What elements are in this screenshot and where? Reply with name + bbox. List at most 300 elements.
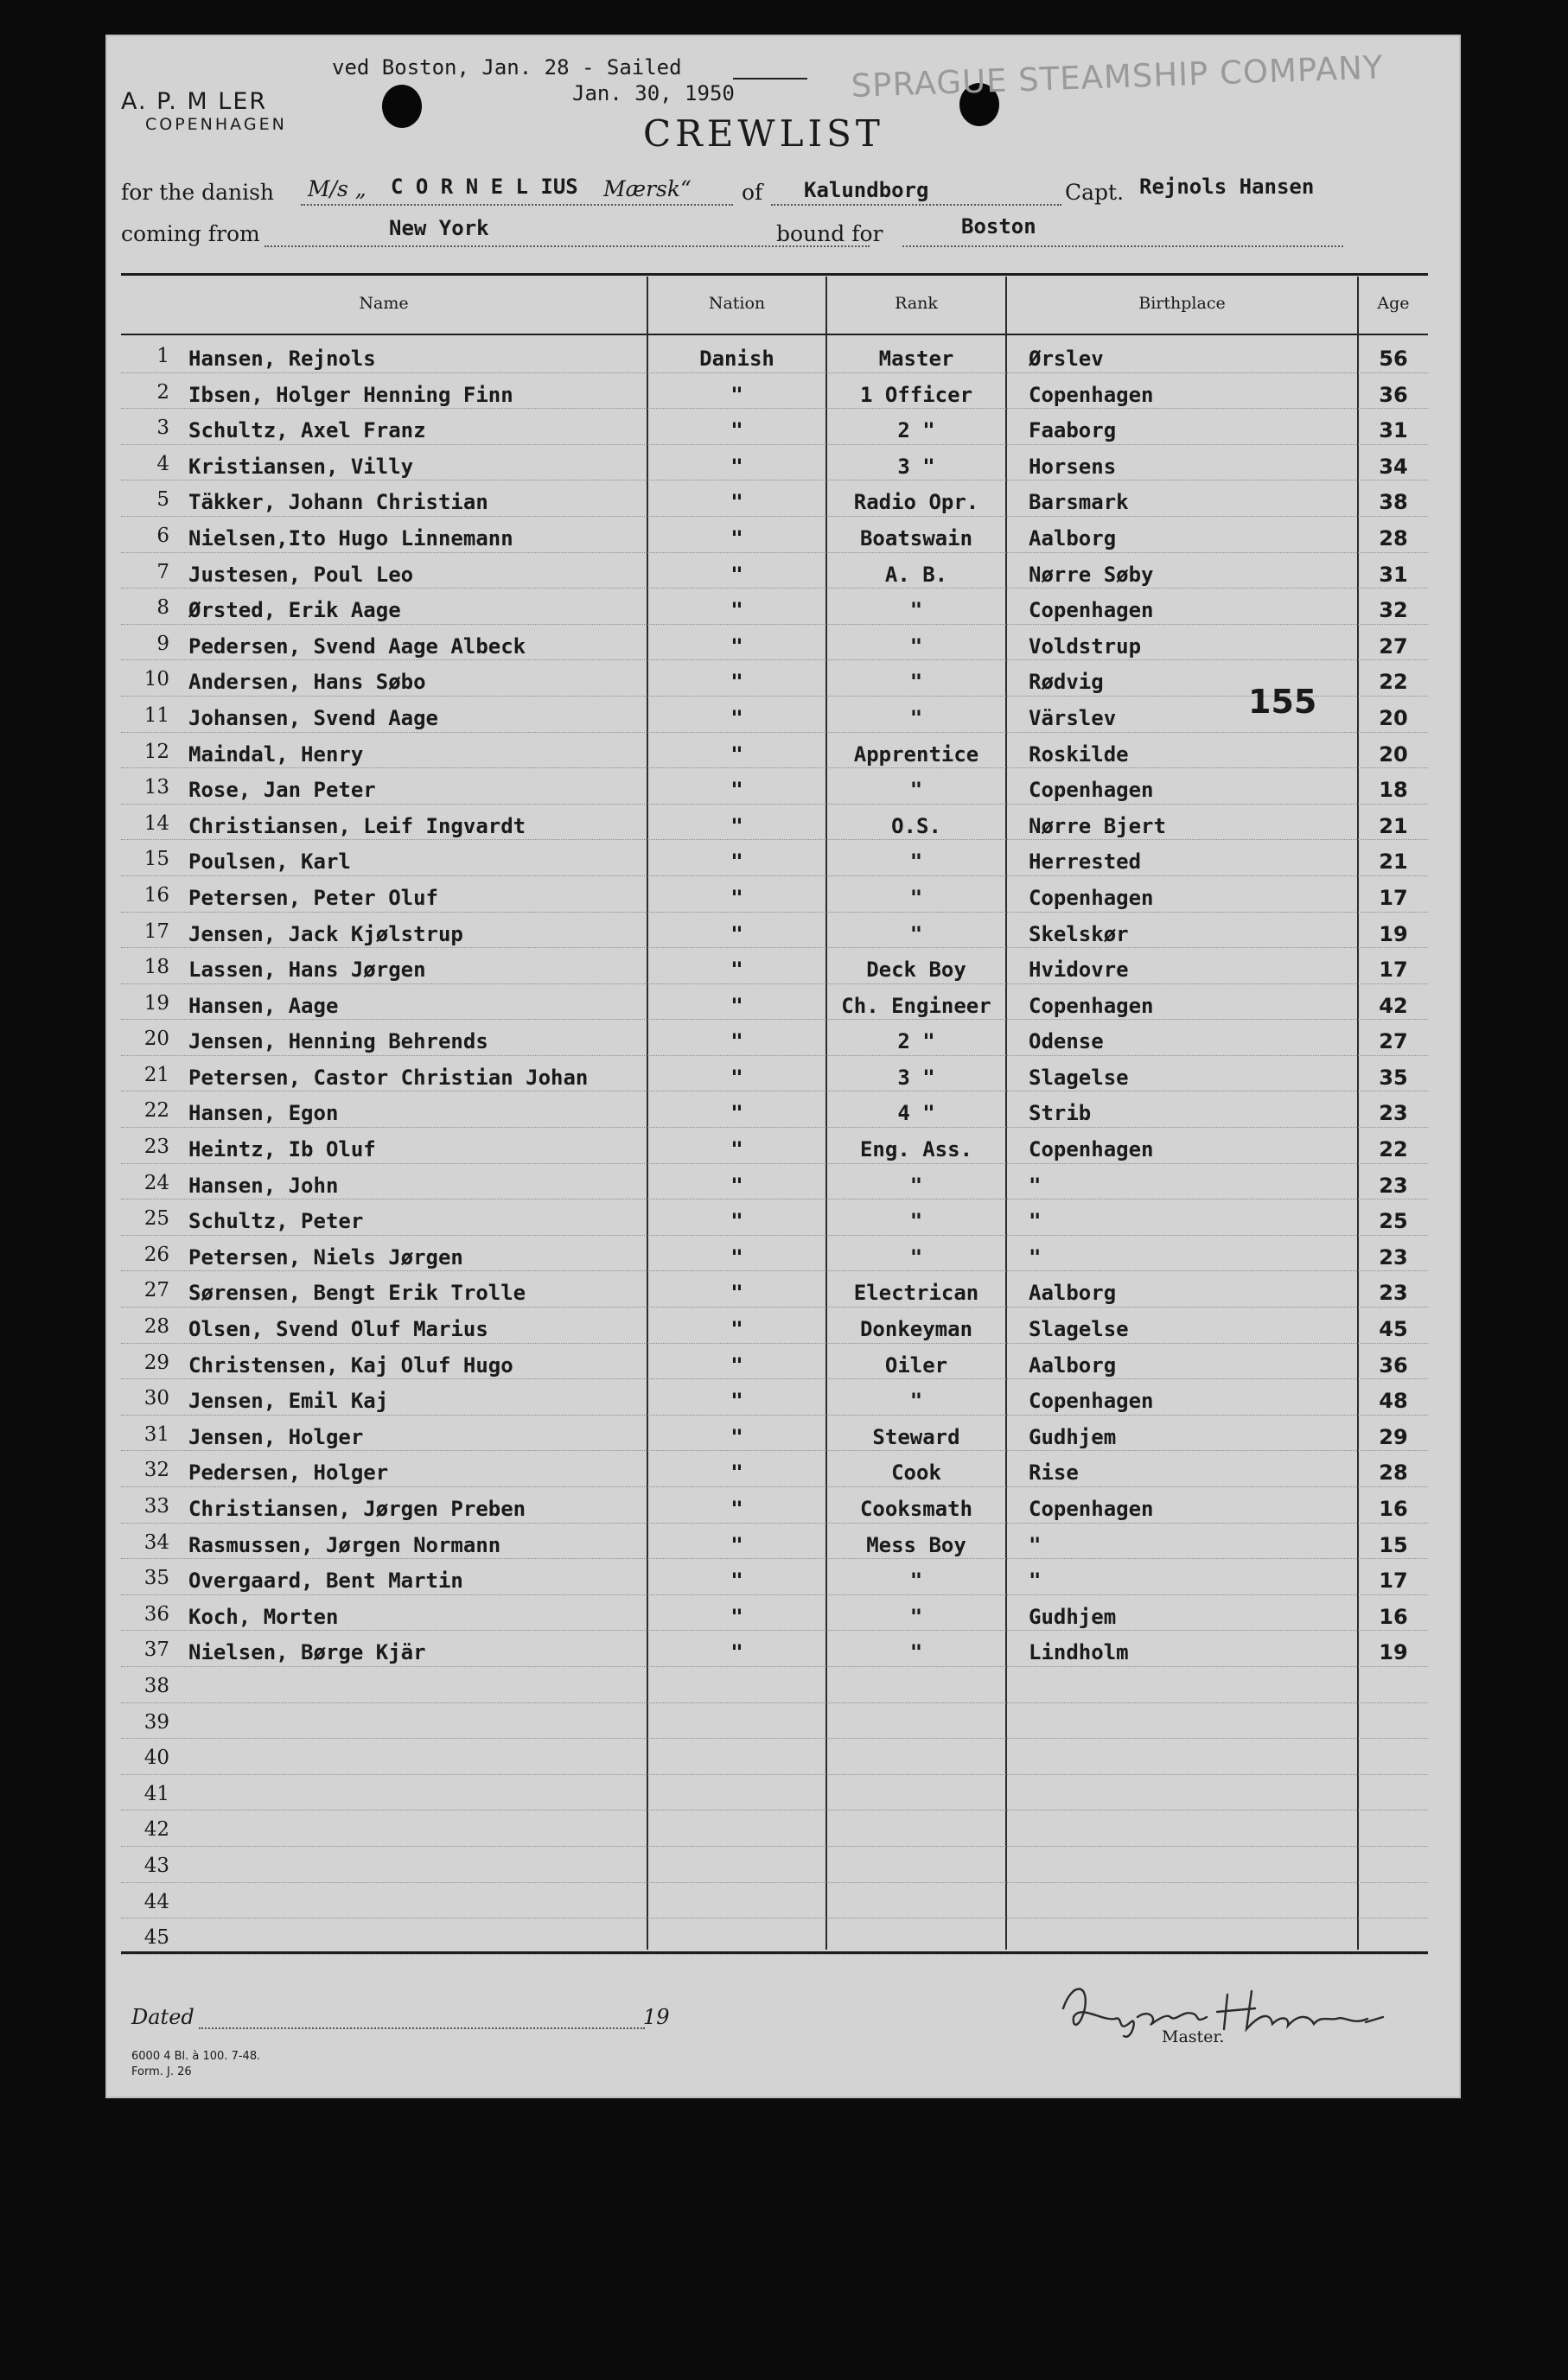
row-number: 33 <box>143 1495 169 1518</box>
from-value: New York <box>389 216 489 240</box>
crew-name: Hansen, Rejnols <box>188 347 376 371</box>
crew-nation: " <box>730 705 743 730</box>
crew-name: Christiansen, Jørgen Preben <box>188 1497 526 1521</box>
crew-name: Christensen, Kaj Oluf Hugo <box>188 1352 513 1378</box>
row-number: 27 <box>143 1279 169 1302</box>
crew-birthplace: Slagelse <box>1029 1065 1129 1090</box>
row-number: 14 <box>143 811 169 835</box>
table-row <box>121 445 1428 481</box>
crew-name: Olsen, Svend Oluf Marius <box>188 1317 488 1342</box>
crew-birthplace: Ørslev <box>1029 347 1104 371</box>
crew-name: Rose, Jan Peter <box>188 778 376 803</box>
crew-name: Petersen, Castor Christian Johan <box>188 1065 589 1090</box>
row-number: 29 <box>143 1351 169 1374</box>
crew-name: Rasmussen, Jørgen Normann <box>188 1532 501 1557</box>
row-number: 2 <box>156 380 169 404</box>
crew-age: 16 <box>1379 1497 1408 1521</box>
crew-nation: Danish <box>699 347 774 371</box>
crew-name: Nielsen, Børge Kjär <box>188 1640 426 1665</box>
master-label: Master. <box>1162 2027 1225 2046</box>
crew-birthplace: Copenhagen <box>1029 778 1154 803</box>
table-row <box>121 1631 1428 1667</box>
table-row <box>121 913 1428 949</box>
crew-birthplace: Nørre Bjert <box>1029 813 1166 838</box>
crew-rank: " <box>909 670 923 695</box>
row-number: 28 <box>143 1315 169 1339</box>
crew-rank: 2 " <box>897 1029 935 1054</box>
row-number: 6 <box>156 524 169 547</box>
master-signature <box>1055 1974 1400 2043</box>
bound-value: Boston <box>961 214 1036 239</box>
crew-nation: " <box>730 1209 743 1234</box>
company-city: COPENHAGEN <box>145 115 287 134</box>
arrival-line: ved Boston, Jan. 28 - Sailed <box>332 55 682 80</box>
crew-nation: " <box>730 1352 743 1378</box>
crew-age: 48 <box>1379 1389 1408 1414</box>
crew-rank: " <box>909 778 923 803</box>
row-number: 21 <box>143 1063 169 1086</box>
capt-value: Rejnols Hansen <box>1139 175 1315 199</box>
row-number: 20 <box>143 1028 169 1051</box>
crew-count-stamp: 155 <box>1248 683 1317 721</box>
table-row <box>121 1883 1428 1919</box>
crew-rank: Radio Opr. <box>853 490 979 515</box>
crew-name: Hansen, John <box>188 1173 339 1198</box>
crew-birthplace: Rødvig <box>1029 670 1104 695</box>
table-row <box>121 1559 1428 1595</box>
bound-dotline <box>902 245 1343 247</box>
crew-name: Heintz, Ib Oluf <box>188 1137 376 1162</box>
crew-age: 29 <box>1379 1424 1408 1449</box>
vessel-prefix: M/s „ <box>308 176 367 201</box>
crew-birthplace: Rise <box>1029 1460 1079 1486</box>
crew-rank: " <box>909 1604 923 1629</box>
crew-birthplace: Copenhagen <box>1029 993 1154 1018</box>
crew-age: 38 <box>1379 490 1408 515</box>
table-row <box>121 1271 1428 1308</box>
table-row <box>121 337 1428 373</box>
table-row <box>121 660 1428 697</box>
crew-nation: " <box>730 813 743 838</box>
crew-name: Jensen, Jack Kjølstrup <box>188 921 463 946</box>
crew-birthplace: Copenhagen <box>1029 1497 1154 1521</box>
crew-name: Hansen, Aage <box>188 993 339 1018</box>
crew-name: Nielsen,Ito Hugo Linnemann <box>188 525 513 550</box>
table-row <box>121 1703 1428 1740</box>
table-row <box>121 1451 1428 1487</box>
crew-birthplace: Odense <box>1029 1029 1104 1054</box>
crew-name: Christiansen, Leif Ingvardt <box>188 813 526 838</box>
row-number: 39 <box>143 1710 169 1734</box>
crew-rank: " <box>909 598 923 623</box>
crew-age: 28 <box>1379 525 1408 550</box>
sailed-date: Jan. 30, 1950 <box>572 81 735 105</box>
crew-rank: 3 " <box>897 454 935 479</box>
table-row <box>121 697 1428 733</box>
crew-rank: O.S. <box>891 813 941 838</box>
crew-name: Koch, Morten <box>188 1604 339 1629</box>
table-row <box>121 625 1428 661</box>
row-number: 1 <box>156 345 169 367</box>
crew-nation: " <box>730 921 743 946</box>
table-row <box>121 1020 1428 1056</box>
print-code-1: 6000 4 Bl. à 100. 7-48. <box>131 2050 261 2063</box>
table-row <box>121 805 1428 841</box>
col-head-age: Age <box>1377 294 1410 313</box>
crew-rank: 4 " <box>897 1101 935 1126</box>
crew-birthplace: Copenhagen <box>1029 1137 1154 1162</box>
crew-age: 20 <box>1379 741 1408 767</box>
row-number: 22 <box>143 1099 169 1123</box>
crew-age: 35 <box>1379 1065 1408 1090</box>
capt-label: Capt. <box>1065 180 1125 205</box>
table-row <box>121 589 1428 625</box>
crew-birthplace: Nørre Søby <box>1029 562 1154 587</box>
crew-birthplace: Roskilde <box>1029 741 1129 767</box>
crew-nation: " <box>730 1424 743 1449</box>
table-row <box>121 480 1428 517</box>
crew-birthplace: Voldstrup <box>1029 633 1142 659</box>
row-number: 12 <box>143 740 169 763</box>
crew-age: 45 <box>1379 1317 1408 1342</box>
crew-rank: Ch. Engineer <box>841 993 991 1018</box>
row-number: 23 <box>143 1136 169 1159</box>
crew-rank: Donkeyman <box>859 1317 973 1342</box>
crew-name: Sørensen, Bengt Erik Trolle <box>188 1281 526 1306</box>
row-number: 36 <box>143 1602 169 1626</box>
crew-age: 23 <box>1379 1281 1408 1306</box>
crew-nation: " <box>730 1532 743 1557</box>
crew-birthplace: Herrested <box>1029 850 1142 875</box>
crew-name: Jensen, Holger <box>188 1424 364 1449</box>
table-row <box>121 1416 1428 1452</box>
row-number: 31 <box>143 1422 169 1446</box>
crew-birthplace: Copenhagen <box>1029 382 1154 407</box>
table-row <box>121 768 1428 805</box>
table-row <box>121 373 1428 410</box>
crew-nation: " <box>730 598 743 623</box>
table-row <box>121 840 1428 876</box>
crew-birthplace: " <box>1029 1173 1042 1198</box>
crew-nation: " <box>730 454 743 479</box>
crew-age: 16 <box>1379 1604 1408 1629</box>
crew-name: Jensen, Henning Behrends <box>188 1029 488 1054</box>
crewlist-document <box>105 35 1461 2098</box>
crew-age: 22 <box>1379 670 1408 695</box>
row-number: 17 <box>143 920 169 943</box>
crew-nation: " <box>730 1065 743 1090</box>
crew-name: Täkker, Johann Christian <box>188 490 488 515</box>
of-label: of <box>742 180 763 205</box>
crew-birthplace: Slagelse <box>1029 1317 1129 1342</box>
crew-age: 23 <box>1379 1101 1408 1126</box>
table-row <box>121 1524 1428 1560</box>
crew-nation: " <box>730 562 743 587</box>
row-number: 11 <box>143 703 169 727</box>
crew-name: Overgaard, Bent Martin <box>188 1569 463 1594</box>
crew-birthplace: Copenhagen <box>1029 885 1154 910</box>
sailed-underline <box>733 78 807 80</box>
crew-age: 56 <box>1379 347 1408 371</box>
table-row <box>121 1236 1428 1272</box>
crew-age: 34 <box>1379 454 1408 479</box>
crew-nation: " <box>730 741 743 767</box>
crew-nation: " <box>730 993 743 1018</box>
crew-rank: 3 " <box>897 1065 935 1090</box>
crew-birthplace: Barsmark <box>1029 490 1129 515</box>
col-head-rank: Rank <box>895 294 938 313</box>
crew-age: 31 <box>1379 418 1408 443</box>
row-number: 42 <box>143 1818 169 1842</box>
crew-rank: Electrican <box>853 1281 979 1306</box>
crew-birthplace: Lindholm <box>1029 1640 1129 1665</box>
crew-age: 27 <box>1379 633 1408 659</box>
table-row <box>121 733 1428 769</box>
crew-name: Pedersen, Holger <box>188 1460 389 1486</box>
table-row <box>121 1847 1428 1883</box>
table-row <box>121 517 1428 553</box>
crew-nation: " <box>730 885 743 910</box>
crew-age: 31 <box>1379 562 1408 587</box>
crew-birthplace: Horsens <box>1029 454 1117 479</box>
crew-nation: " <box>730 1640 743 1665</box>
crew-name: Schultz, Peter <box>188 1209 364 1234</box>
crew-age: 19 <box>1379 1640 1408 1665</box>
crew-rank: " <box>909 633 923 659</box>
crew-nation: " <box>730 850 743 875</box>
crew-age: 17 <box>1379 885 1408 910</box>
crew-nation: " <box>730 633 743 659</box>
vessel-name: C O R N E L IUS <box>391 175 578 199</box>
crew-nation: " <box>730 778 743 803</box>
crew-name: Petersen, Niels Jørgen <box>188 1244 463 1270</box>
crew-rank: Boatswain <box>859 525 973 550</box>
crew-nation: " <box>730 1101 743 1126</box>
table-row <box>121 1056 1428 1092</box>
table-row <box>121 1344 1428 1380</box>
page-title: CREWLIST <box>643 112 884 155</box>
table-row <box>121 1919 1428 1955</box>
row-number: 5 <box>156 488 169 512</box>
crew-birthplace: Gudhjem <box>1029 1424 1117 1449</box>
row-number: 26 <box>143 1243 169 1266</box>
row-number: 32 <box>143 1459 169 1482</box>
table-row <box>121 1810 1428 1847</box>
row-number: 44 <box>143 1890 169 1913</box>
crew-age: 18 <box>1379 778 1408 803</box>
crew-name: Ibsen, Holger Henning Finn <box>188 382 513 407</box>
crew-name: Petersen, Peter Oluf <box>188 885 438 910</box>
crew-name: Ørsted, Erik Aage <box>188 598 401 623</box>
row-number: 45 <box>143 1926 169 1950</box>
company-stamp: SPRAGUE STEAMSHIP COMPANY <box>851 48 1385 105</box>
table-row <box>121 1200 1428 1236</box>
crew-nation: " <box>730 1317 743 1342</box>
crew-birthplace: " <box>1029 1244 1042 1270</box>
crew-rank: " <box>909 1569 923 1594</box>
crew-rank: Oiler <box>884 1352 948 1378</box>
crew-nation: " <box>730 490 743 515</box>
table-row <box>121 553 1428 589</box>
crew-nation: " <box>730 1569 743 1594</box>
crew-name: Schultz, Axel Franz <box>188 418 426 443</box>
crew-birthplace: Värslev <box>1029 705 1117 730</box>
crew-name: Andersen, Hans Søbo <box>188 670 426 695</box>
row-number: 18 <box>143 956 169 979</box>
row-number: 38 <box>143 1674 169 1697</box>
crew-birthplace: Faaborg <box>1029 418 1117 443</box>
row-number: 15 <box>143 848 169 871</box>
crew-age: 23 <box>1379 1173 1408 1198</box>
crew-age: 22 <box>1379 1137 1408 1162</box>
crew-nation: " <box>730 958 743 983</box>
table-row <box>121 1164 1428 1200</box>
crew-birthplace: " <box>1029 1569 1042 1594</box>
from-label: coming from <box>121 221 260 246</box>
col-head-name: Name <box>359 294 409 313</box>
crew-birthplace: Aalborg <box>1029 1281 1117 1306</box>
for-label: for the danish <box>121 180 275 205</box>
crew-rank: " <box>909 885 923 910</box>
row-number: 7 <box>156 560 169 583</box>
company-name: A. P. M LER <box>121 88 268 115</box>
table-top-rule <box>121 273 1428 276</box>
col-head-nation: Nation <box>708 294 766 313</box>
of-dotline <box>771 204 1061 206</box>
table-row <box>121 409 1428 445</box>
crew-rank: Master <box>878 347 954 371</box>
crew-age: 15 <box>1379 1532 1408 1557</box>
vessel-dotline <box>301 204 733 206</box>
col-head-birthplace: Birthplace <box>1138 294 1226 313</box>
crew-nation: " <box>730 382 743 407</box>
crew-nation: " <box>730 1460 743 1486</box>
crew-rank: " <box>909 1173 923 1198</box>
table-row <box>121 1775 1428 1811</box>
row-number: 16 <box>143 883 169 907</box>
crew-age: 21 <box>1379 850 1408 875</box>
table-row <box>121 1379 1428 1416</box>
crew-rank: Cooksmath <box>859 1497 973 1521</box>
row-number: 9 <box>156 632 169 655</box>
bound-label: bound for <box>776 221 883 246</box>
table-row <box>121 948 1428 984</box>
crew-name: Hansen, Egon <box>188 1101 339 1126</box>
table-row <box>121 984 1428 1021</box>
table-row <box>121 1739 1428 1775</box>
crew-birthplace: Strib <box>1029 1101 1092 1126</box>
crew-rank: A. B. <box>884 562 948 587</box>
crew-nation: " <box>730 525 743 550</box>
row-number: 40 <box>143 1747 169 1770</box>
crew-nation: " <box>730 670 743 695</box>
crew-rank: " <box>909 1640 923 1665</box>
crew-name: Jensen, Emil Kaj <box>188 1389 389 1414</box>
crew-name: Maindal, Henry <box>188 741 364 767</box>
crew-rank: " <box>909 1209 923 1234</box>
crew-birthplace: Hvidovre <box>1029 958 1129 983</box>
row-number: 19 <box>143 991 169 1015</box>
crew-age: 17 <box>1379 1569 1408 1594</box>
vessel-suffix: Mærsk“ <box>603 176 692 201</box>
crew-rank: 2 " <box>897 418 935 443</box>
crew-table <box>121 337 1428 1955</box>
row-number: 37 <box>143 1639 169 1662</box>
crew-name: Lassen, Hans Jørgen <box>188 958 426 983</box>
table-row <box>121 1667 1428 1703</box>
crew-nation: " <box>730 1497 743 1521</box>
row-number: 13 <box>143 776 169 799</box>
crew-birthplace: Skelskør <box>1029 921 1129 946</box>
table-row <box>121 1128 1428 1164</box>
crew-nation: " <box>730 1173 743 1198</box>
row-number: 24 <box>143 1171 169 1194</box>
crew-rank: " <box>909 1244 923 1270</box>
crew-rank: " <box>909 921 923 946</box>
table-row <box>121 1091 1428 1128</box>
crew-rank: " <box>909 705 923 730</box>
crew-nation: " <box>730 1281 743 1306</box>
crew-birthplace: Copenhagen <box>1029 1389 1154 1414</box>
crew-nation: " <box>730 1029 743 1054</box>
crew-name: Kristiansen, Villy <box>188 454 414 479</box>
dated-dotline <box>199 2027 645 2029</box>
crew-birthplace: Aalborg <box>1029 525 1117 550</box>
crew-birthplace: Copenhagen <box>1029 598 1154 623</box>
table-row <box>121 876 1428 913</box>
crew-rank: Cook <box>891 1460 941 1486</box>
crew-age: 25 <box>1379 1209 1408 1234</box>
crew-age: 42 <box>1379 993 1408 1018</box>
header-bottom-rule <box>121 334 1428 335</box>
row-number: 25 <box>143 1207 169 1231</box>
crew-name: Johansen, Svend Aage <box>188 705 438 730</box>
crew-name: Poulsen, Karl <box>188 850 351 875</box>
crew-age: 20 <box>1379 705 1408 730</box>
crew-age: 27 <box>1379 1029 1408 1054</box>
crew-nation: " <box>730 1389 743 1414</box>
crew-rank: Apprentice <box>853 741 979 767</box>
crew-birthplace: Aalborg <box>1029 1352 1117 1378</box>
crew-rank: Mess Boy <box>866 1532 966 1557</box>
row-number: 4 <box>156 452 169 475</box>
crew-age: 21 <box>1379 813 1408 838</box>
crew-rank: 1 Officer <box>859 382 973 407</box>
crew-rank: " <box>909 850 923 875</box>
row-number: 34 <box>143 1530 169 1554</box>
crew-name: Justesen, Poul Leo <box>188 562 414 587</box>
row-number: 41 <box>143 1782 169 1805</box>
crew-birthplace: " <box>1029 1209 1042 1234</box>
crew-birthplace: " <box>1029 1532 1042 1557</box>
row-number: 43 <box>143 1854 169 1877</box>
row-number: 35 <box>143 1567 169 1590</box>
year-label: 19 <box>643 2005 670 2029</box>
dated-label: Dated <box>131 2005 194 2029</box>
crew-nation: " <box>730 1137 743 1162</box>
table-row <box>121 1487 1428 1524</box>
crew-nation: " <box>730 1244 743 1270</box>
crew-age: 36 <box>1379 1352 1408 1378</box>
of-value: Kalundborg <box>804 178 929 202</box>
row-number: 3 <box>156 417 169 440</box>
punch-hole-left <box>382 85 422 128</box>
crew-rank: Deck Boy <box>866 958 966 983</box>
crew-age: 23 <box>1379 1244 1408 1270</box>
crew-birthplace: Gudhjem <box>1029 1604 1117 1629</box>
crew-name: Pedersen, Svend Aage Albeck <box>188 633 526 659</box>
table-row <box>121 1595 1428 1632</box>
